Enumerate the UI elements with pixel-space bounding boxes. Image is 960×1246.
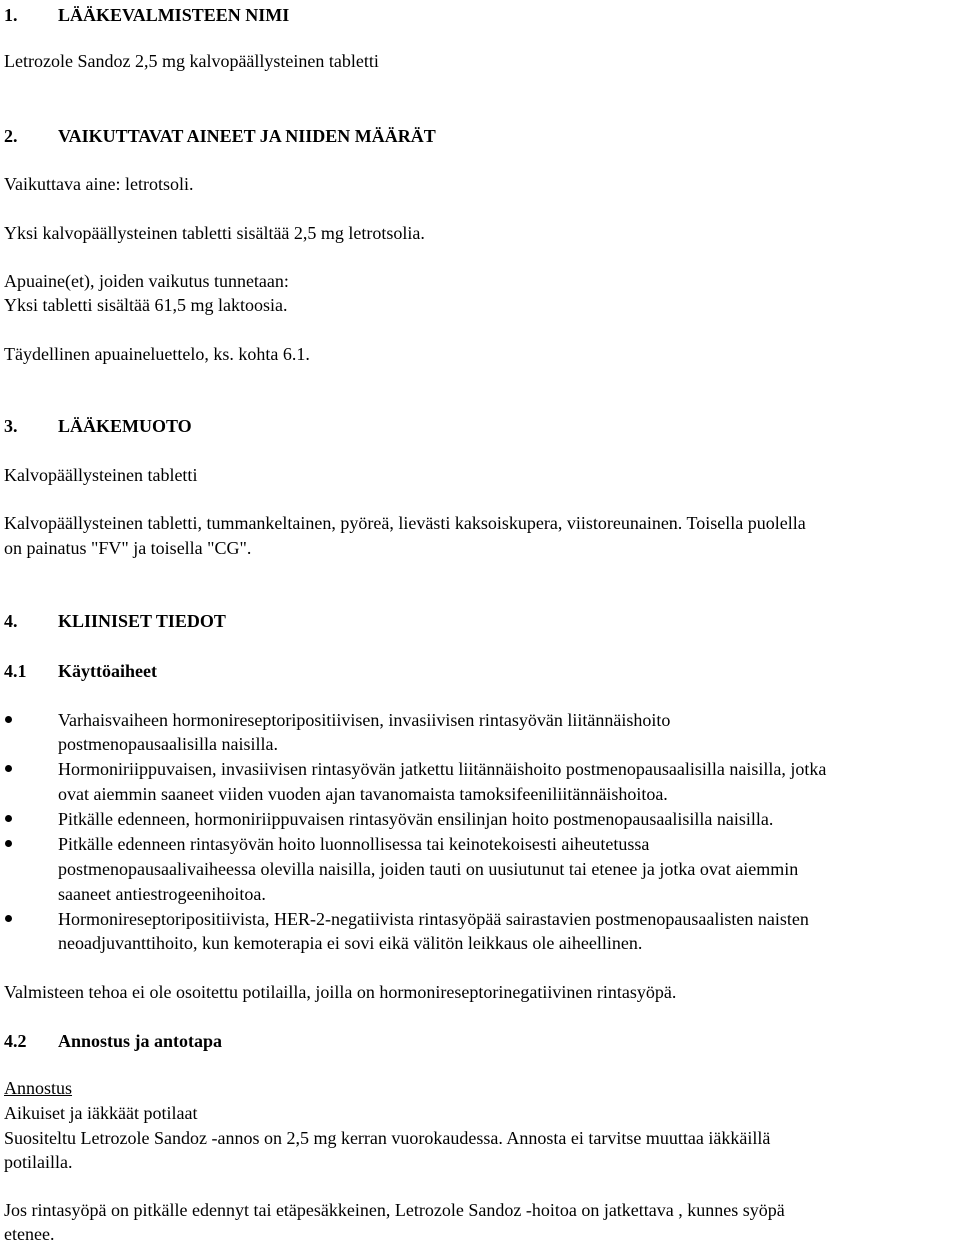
tablet-description-line-1: Kalvopäällysteinen tabletti, tummankeltainen, pyöreä, lievästi kaksoiskupera, viistoreunainen. Toisella puolella — [4, 513, 806, 533]
section-4-1-heading — [4, 659, 157, 683]
section-title: LÄÄKEMUOTO — [58, 416, 192, 436]
indication-4-line-3: saaneet antiestrogeenihoitoa. — [58, 884, 266, 904]
dose-paragraph-line-1: Suositeltu Letrozole Sandoz -annos on 2,5 mg kerran vuorokaudessa. Annosta ei tarvitse muuttaa iäkkäillä — [4, 1128, 771, 1148]
indication-4-line-2: postmenopausaalivaiheessa olevilla naisilla, joiden tauti on uusiutunut tai etenee ja jotka ovat aiemmin — [58, 859, 799, 879]
indication-2-line-1: Hormoniriippuvaisen, invasiivisen rintasyövän jatkettu liitännäishoito postmenopausaalisilla naisilla, jotka — [58, 759, 827, 779]
subheading-annostus: Annostus — [4, 1078, 73, 1098]
section-title: LÄÄKEVALMISTEEN NIMI — [58, 5, 290, 25]
duration-paragraph-line-1: Jos rintasyöpä on pitkälle edennyt tai etäpesäkkeinen, Letrozole Sandoz -hoitoa on jatkettava , kunnes syöpä — [4, 1200, 785, 1220]
section-4-heading — [4, 609, 226, 633]
section-number: 2. — [4, 126, 18, 146]
bullet-icon — [4, 907, 18, 931]
efficacy-note: Valmisteen tehoa ei ole osoitettu potilailla, joilla on hormonireseptorinegatiivinen rintasyöpä. — [4, 982, 677, 1002]
indication-1-line-1: Varhaisvaiheen hormonireseptoripositiivisen, invasiivisen rintasyövän liitännäishoito — [58, 710, 671, 730]
excipients-heading: Apuaine(et), joiden vaikutus tunnetaan: — [4, 271, 289, 291]
tablet-description-line-2: on painatus "FV" ja toisella "CG". — [4, 538, 252, 558]
indication-3-line-1: Pitkälle edenneen, hormoniriippuvaisen rintasyövän ensilinjan hoito postmenopausaalisilla naisilla. — [58, 809, 774, 829]
bullet-icon — [4, 757, 18, 781]
bullet-icon — [4, 807, 18, 831]
dose-paragraph-line-2: potilailla. — [4, 1152, 73, 1172]
section-4-2-heading — [4, 1029, 222, 1053]
section-number: 4.1 — [4, 661, 27, 681]
subheading-adults: Aikuiset ja iäkkäät potilaat — [4, 1103, 198, 1123]
section-2-heading — [4, 124, 436, 148]
section-title: Käyttöaiheet — [58, 661, 157, 681]
indication-5-line-1: Hormonireseptoripositiivista, HER-2-negatiivista rintasyöpää sairastavien postmenopausaalisten naisten — [58, 909, 809, 929]
section-title: KLIINISET TIEDOT — [58, 611, 226, 631]
active-substance: Vaikuttava aine: letrotsoli. — [4, 174, 194, 194]
bullet-icon — [4, 832, 18, 856]
content-statement: Yksi kalvopäällysteinen tabletti sisältää 2,5 mg letrotsolia. — [4, 223, 425, 243]
section-number: 4. — [4, 611, 18, 631]
duration-paragraph-line-2: etenee. — [4, 1224, 55, 1244]
section-1-heading — [4, 3, 289, 27]
lactose-statement: Yksi tabletti sisältää 61,5 mg laktoosia. — [4, 295, 288, 315]
section-3-heading — [4, 414, 192, 438]
indication-5-line-2: neoadjuvanttihoito, kun kemoterapia ei sovi eikä välitön leikkaus ole aiheellinen. — [58, 933, 643, 953]
product-name: Letrozole Sandoz 2,5 mg kalvopäällysteinen tabletti — [4, 51, 379, 71]
indication-4-line-1: Pitkälle edenneen rintasyövän hoito luonnollisessa tai keinotekoisesti aiheutetussa — [58, 834, 650, 854]
section-title: VAIKUTTAVAT AINEET JA NIIDEN MÄÄRÄT — [58, 126, 436, 146]
section-title: Annostus ja antotapa — [58, 1031, 223, 1051]
section-number: 1. — [4, 5, 18, 25]
dosage-form: Kalvopäällysteinen tabletti — [4, 465, 198, 485]
indication-2-line-2: ovat aiemmin saaneet viiden vuoden ajan tavanomaista tamoksifeeniliitännäishoitoa. — [58, 784, 668, 804]
section-number: 4.2 — [4, 1031, 27, 1051]
indication-1-line-2: postmenopausaalisilla naisilla. — [58, 734, 278, 754]
bullet-icon — [4, 708, 18, 732]
excipient-reference: Täydellinen apuaineluettelo, ks. kohta 6.1. — [4, 344, 310, 364]
section-number: 3. — [4, 416, 18, 436]
